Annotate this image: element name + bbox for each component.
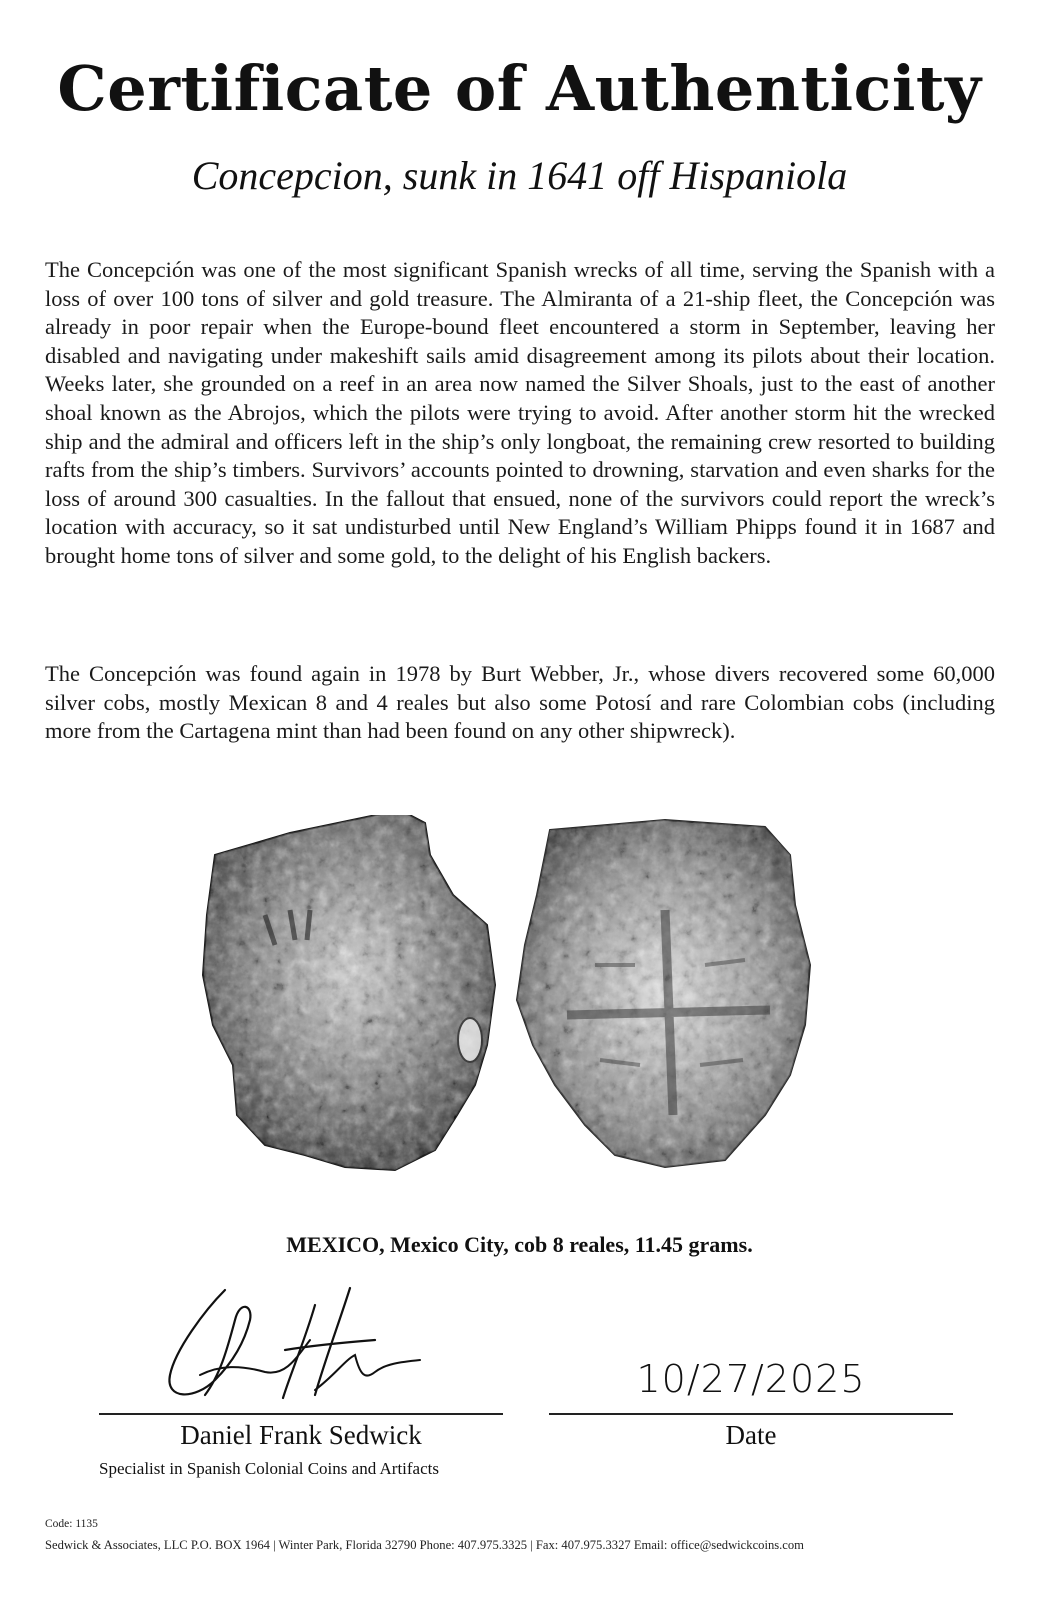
certificate-subtitle: Concepcion, sunk in 1641 off Hispaniola	[191, 153, 848, 198]
signature-image	[165, 1280, 425, 1405]
history-paragraph-1: The Concepción was one of the most significant Spanish wrecks of all time, serving the Spanish with a loss of over 100 tons of silver and gold treasure. The Almiranta of a 21-ship fleet, the Concepción was already in poor repair when the Europe-bound fleet encountered a storm in September, leaving her disabled and navigating under makeshift sails amid disagreement among its pilots about their location. Weeks later, she grounded on a reef in an area now named the Silver Shoals, just to the east of another shoal known as the Abrojos, which the pilots were trying to avoid. After another storm hit the wrecked ship and the admiral and officers left in the ship’s only longboat, the remaining crew resorted to building rafts from the ship’s timbers. Survivors’ accounts pointed to drowning, starvation and even sharks for the loss of around 300 casualties. In the fallout that ensued, none of the survivors could report the wreck’s location with accuracy, so it sat undisturbed until New England’s William Phipps found it in 1687 and brought home tons of silver and some gold, to the delight of his English backers.	[45, 257, 995, 568]
certificate-title: Certificate of Authenticity	[57, 52, 982, 125]
date-line	[549, 1413, 953, 1415]
history-paragraph-2: The Concepción was found again in 1978 by Burt Webber, Jr., whose divers recovered some 60,000 silver cobs, mostly Mexican 8 and 4 reales but also some Potosí and rare Colombian cobs (including more from the Cartagena mint than had been found on any other shipwreck).	[45, 661, 995, 744]
signature-line	[99, 1413, 503, 1415]
signer-name: Daniel Frank Sedwick	[180, 1420, 422, 1450]
company-contact: Sedwick & Associates, LLC P.O. BOX 1964 | Winter Park, Florida 32790 Phone: 407.975.3325 | Fax: 407.975.3327 Email: office@sedwickcoins.com	[45, 1538, 804, 1552]
coin-images	[195, 815, 845, 1185]
date-value: 10/27/2025	[636, 1357, 866, 1401]
coin-obverse	[203, 815, 495, 1170]
certificate-code: Code: 1135	[45, 1518, 98, 1530]
date-label: Date	[725, 1420, 777, 1450]
signer-title: Specialist in Spanish Colonial Coins and Artifacts	[99, 1459, 439, 1478]
coin-reverse	[517, 820, 810, 1167]
coin-caption: MEXICO, Mexico City, cob 8 reales, 11.45 grams.	[286, 1232, 753, 1257]
